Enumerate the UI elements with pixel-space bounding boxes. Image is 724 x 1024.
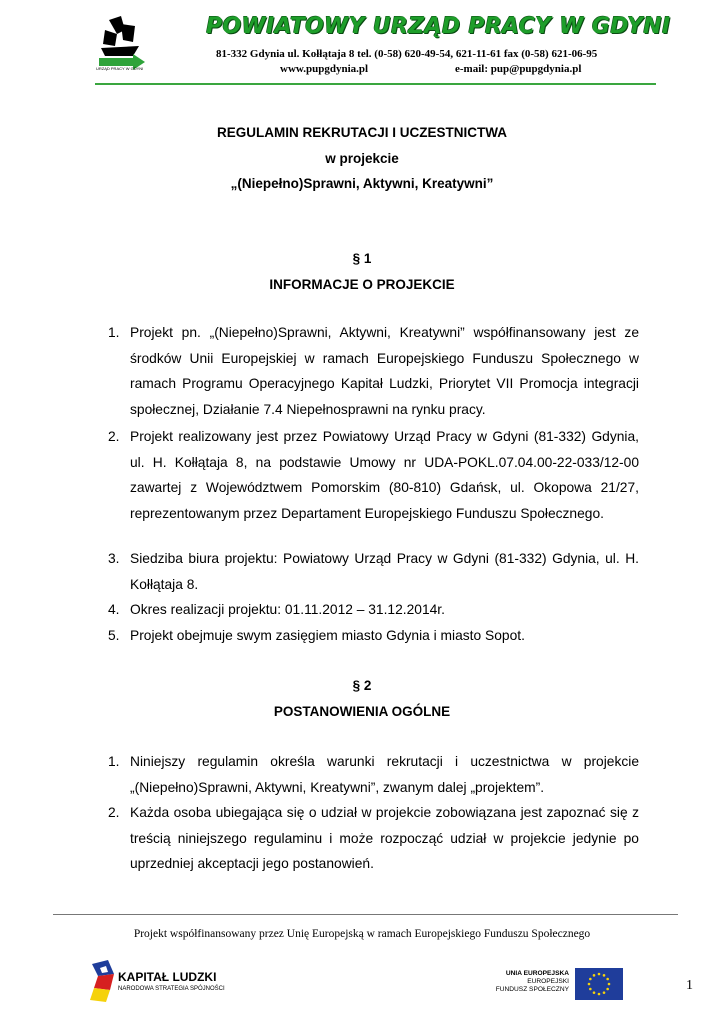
list-item-number: 4. <box>108 602 120 617</box>
list-item <box>108 546 639 597</box>
list-item-text: Projekt realizowany jest przez Powiatowy Urząd Pracy w Gdyni (81-332) Gdynia, ul. H. Kołłątaja 8, na podstawie Umowy nr UDA-POKL.07.04.00-22-033/12-00 zawartej z Województwem Pomorskim (80-810) Gdańsk, ul. Okopowa 21/27, reprezentowanym przez Departament Europejskiego Funduszu Społecznego. <box>130 429 639 521</box>
list-item <box>108 597 639 623</box>
eu-star-icon <box>606 978 609 981</box>
doc-title-line1: REGULAMIN REKRUTACJI I UCZESTNICTWA <box>217 125 507 140</box>
header-website[interactable]: www.pupgdynia.pl <box>280 63 369 75</box>
list-item-text: Projekt pn. „(Niepełno)Sprawni, Aktywni, Kreatywni” współfinansowany jest ze środków Unii Europejskiej w ramach Europejskiego Funduszu Społecznego w ramach Programu Operacyjnego Kapitał Ludzki, Priorytet VII Promocja integracji społecznej, Działanie 7.4 Niepełnosprawni na rynku pracy. <box>130 325 639 417</box>
eu-star-icon <box>593 991 596 994</box>
pup-logo <box>95 16 147 72</box>
logo-caption: URZĄD PRACY W GDYNI <box>96 66 144 71</box>
section1-heading: INFORMACJE O PROJEKCIE <box>269 277 455 292</box>
eu-star-icon <box>606 988 609 991</box>
list-item-text: Projekt obejmuje swym zasięgiem miasto Gdynia i miasto Sopot. <box>130 628 525 643</box>
eu-flag-icon <box>575 968 623 1000</box>
list-item-number: 2. <box>108 429 120 444</box>
list-item-number: 1. <box>108 754 120 769</box>
doc-title-line3: „(Niepełno)Sprawni, Aktywni, Kreatywni” <box>230 176 494 191</box>
kl-title: KAPITAŁ LUDZKI <box>118 970 217 984</box>
eu-label-line3: FUNDUSZ SPOŁECZNY <box>495 986 569 993</box>
eu-fund-label <box>465 970 569 994</box>
list-item-number: 3. <box>108 551 120 566</box>
eu-star-icon <box>603 974 606 977</box>
list-item <box>108 424 639 526</box>
list-item-number: 1. <box>108 325 120 340</box>
eu-star-icon <box>589 978 592 981</box>
doc-title-line2: w projekcie <box>325 151 399 166</box>
footer-funding-note: Projekt współfinansowany przez Unię Europejską w ramach Europejskiego Funduszu Społecznego <box>133 928 591 940</box>
page-number: 1 <box>686 978 693 993</box>
list-item-text: Okres realizacji projektu: 01.11.2012 – 31.12.2014r. <box>130 602 445 617</box>
list-item <box>108 749 639 800</box>
eu-star-icon <box>589 988 592 991</box>
list-item-text: Siedziba biura projektu: Powiatowy Urząd Pracy w Gdyni (81-332) Gdynia, ul. H. Kołłątaja 8. <box>130 551 639 592</box>
list-item <box>108 320 639 422</box>
list-item <box>108 623 639 649</box>
footer-divider <box>53 914 678 915</box>
header-divider <box>95 83 656 85</box>
eu-label-line1: UNIA EUROPEJSKA <box>505 970 569 977</box>
section2-heading: POSTANOWIENIA OGÓLNE <box>273 704 451 719</box>
eu-star-icon <box>608 983 611 986</box>
kl-subtitle: NARODOWA STRATEGIA SPÓJNOŚCI <box>118 986 225 992</box>
section1-number: § 1 <box>352 251 372 266</box>
list-item-number: 5. <box>108 628 120 643</box>
list-item-text: Każda osoba ubiegająca się o udział w projekcie zobowiązana jest zapoznać się z treścią niniejszego regulaminu i może rozpocząć udział w projekcie jedynie po uprzedniej akceptacji jego postanowień. <box>130 805 639 872</box>
eu-star-icon <box>603 991 606 994</box>
section2-number: § 2 <box>352 678 372 693</box>
eu-star-icon <box>598 993 601 996</box>
header-address: 81-332 Gdynia ul. Kołłątaja 8 tel. (0-58) 620-49-54, 621-11-61 fax (0-58) 621-06-95 <box>216 48 598 60</box>
eu-label-line2: EUROPEJSKI <box>527 978 569 985</box>
list-item-number: 2. <box>108 805 120 820</box>
eu-star-icon <box>598 973 601 976</box>
list-item <box>108 800 639 877</box>
eu-star-icon <box>593 974 596 977</box>
org-title: POWIATOWY URZĄD PRACY W GDYNI <box>206 14 671 39</box>
header-email[interactable]: e-mail: pup@pupgdynia.pl <box>455 63 582 75</box>
eu-star-icon <box>588 983 591 986</box>
list-item-text: Niniejszy regulamin określa warunki rekrutacji i uczestnictwa w projekcie „(Niepełno)Sprawni, Aktywni, Kreatywni”, zwanym dalej „projektem”. <box>130 754 639 795</box>
kapital-ludzki-emblem-icon <box>88 960 118 1004</box>
